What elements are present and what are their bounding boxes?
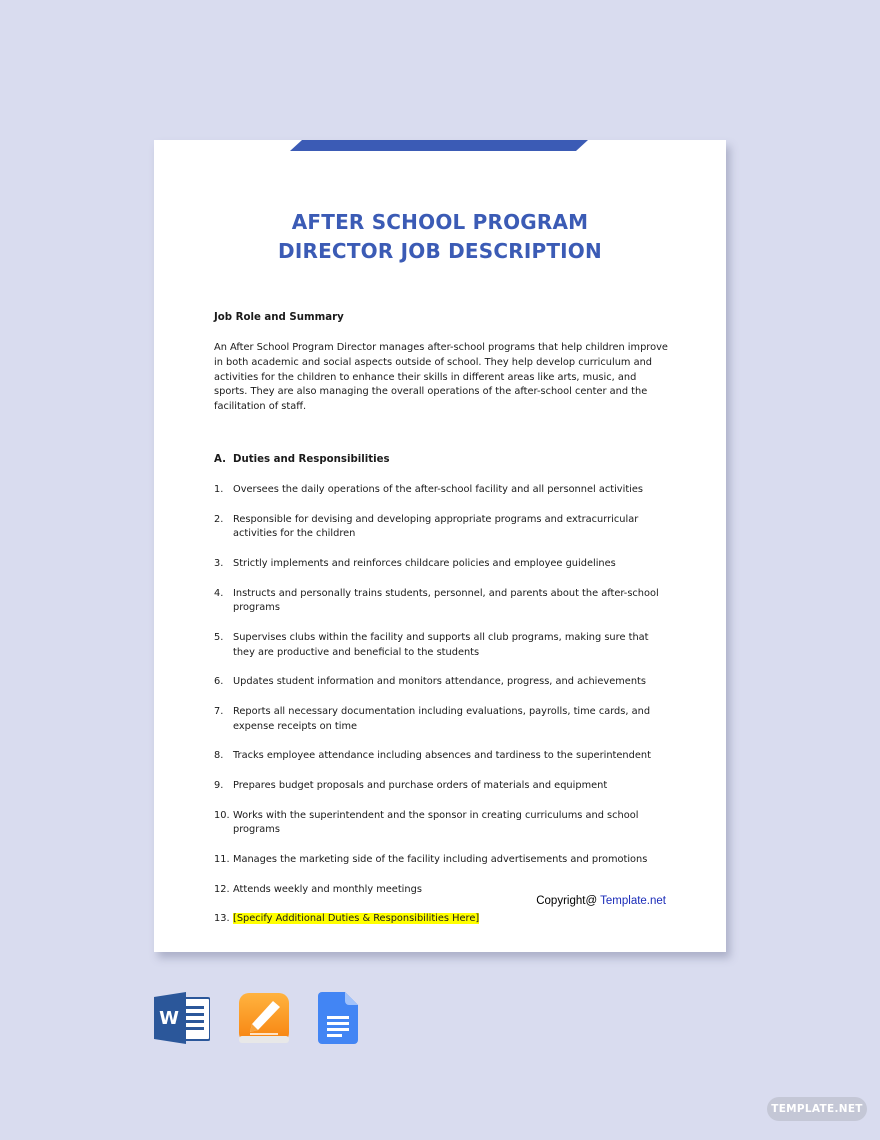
title-line-2: DIRECTOR JOB DESCRIPTION [278, 239, 602, 263]
duty-number: 9. [214, 779, 224, 791]
duty-number: 5. [214, 631, 224, 643]
google-docs-icon[interactable] [318, 992, 358, 1044]
duties-heading [214, 453, 670, 467]
duties-heading-text: Duties and Responsibilities [233, 453, 390, 465]
role-summary: An After School Program Director manages after-school programs that help children improve in both academic and social aspects outside of school. They help develop curriculum and activities for the children to enhance their skills in different areas like arts, music, and sports. They are also managing the overall operations of the after-school center and the facilitation of staff. [214, 342, 668, 413]
duty-number: 11. [214, 853, 230, 865]
document-body [214, 311, 670, 942]
duty-text: Instructs and personally trains students, personnel, and parents about the after-school programs [233, 587, 659, 614]
copyright-link[interactable]: Template.net [600, 895, 666, 907]
duty-item [214, 912, 670, 927]
duty-text: Oversees the daily operations of the after-school facility and all personnel activities [233, 483, 644, 495]
duty-item [214, 483, 670, 498]
pages-icon[interactable] [238, 992, 290, 1044]
duty-item [214, 749, 670, 764]
duty-number: 8. [214, 750, 224, 762]
duty-number: 12. [214, 883, 230, 895]
duties-letter: A. [214, 453, 226, 465]
duty-text: Strictly implements and reinforces childcare policies and employee guidelines [233, 557, 616, 569]
duty-text: Supervises clubs within the facility and supports all club programs, making sure that they are productive and beneficial to the students [233, 631, 649, 658]
duty-number: 7. [214, 705, 224, 717]
duty-number: 3. [214, 557, 224, 569]
duty-text: Tracks employee attendance including absences and tardiness to the superintendent [233, 750, 651, 762]
document-page [154, 140, 726, 952]
duty-text: Reports all necessary documentation including evaluations, payrolls, time cards, and expense receipts on time [233, 705, 651, 732]
duty-number: 10. [214, 809, 230, 821]
copyright-notice [536, 895, 666, 907]
duty-item [214, 779, 670, 794]
duty-text: Prepares budget proposals and purchase orders of materials and equipment [233, 779, 608, 791]
duty-number: 6. [214, 676, 224, 688]
template-net-badge[interactable]: TEMPLATE.NET [767, 1097, 867, 1121]
duty-text: Works with the superintendent and the sponsor in creating curriculums and school programs [233, 809, 639, 836]
header-accent-bar [290, 140, 588, 151]
document-title [154, 208, 726, 266]
duty-number: 2. [214, 513, 224, 525]
duty-item [214, 557, 670, 572]
duty-text: Updates student information and monitors attendance, progress, and achievements [233, 676, 646, 688]
duty-placeholder-highlight: [Specify Additional Duties & Responsibilities Here] [233, 913, 480, 925]
duty-text: Attends weekly and monthly meetings [233, 883, 422, 895]
duty-item [214, 853, 670, 868]
duty-item [214, 809, 670, 839]
title-line-1: AFTER SCHOOL PROGRAM [291, 210, 589, 234]
word-icon[interactable] [154, 992, 210, 1044]
duty-text: Manages the marketing side of the facility including advertisements and promotions [233, 853, 648, 865]
duty-number: 1. [214, 483, 224, 495]
duty-item [214, 513, 670, 543]
duty-number: 13. [214, 913, 230, 925]
duty-item [214, 631, 670, 661]
duties-list [214, 483, 670, 927]
duty-text: Responsible for devising and developing appropriate programs and extracurricular activities for the children [233, 513, 639, 540]
duty-item [214, 705, 670, 735]
duty-item [214, 675, 670, 690]
duty-number: 4. [214, 587, 224, 599]
svg-text:W: W [159, 1008, 179, 1029]
role-heading: Job Role and Summary [214, 312, 344, 323]
copyright-prefix: Copyright@ [536, 895, 598, 907]
duty-item [214, 587, 670, 617]
